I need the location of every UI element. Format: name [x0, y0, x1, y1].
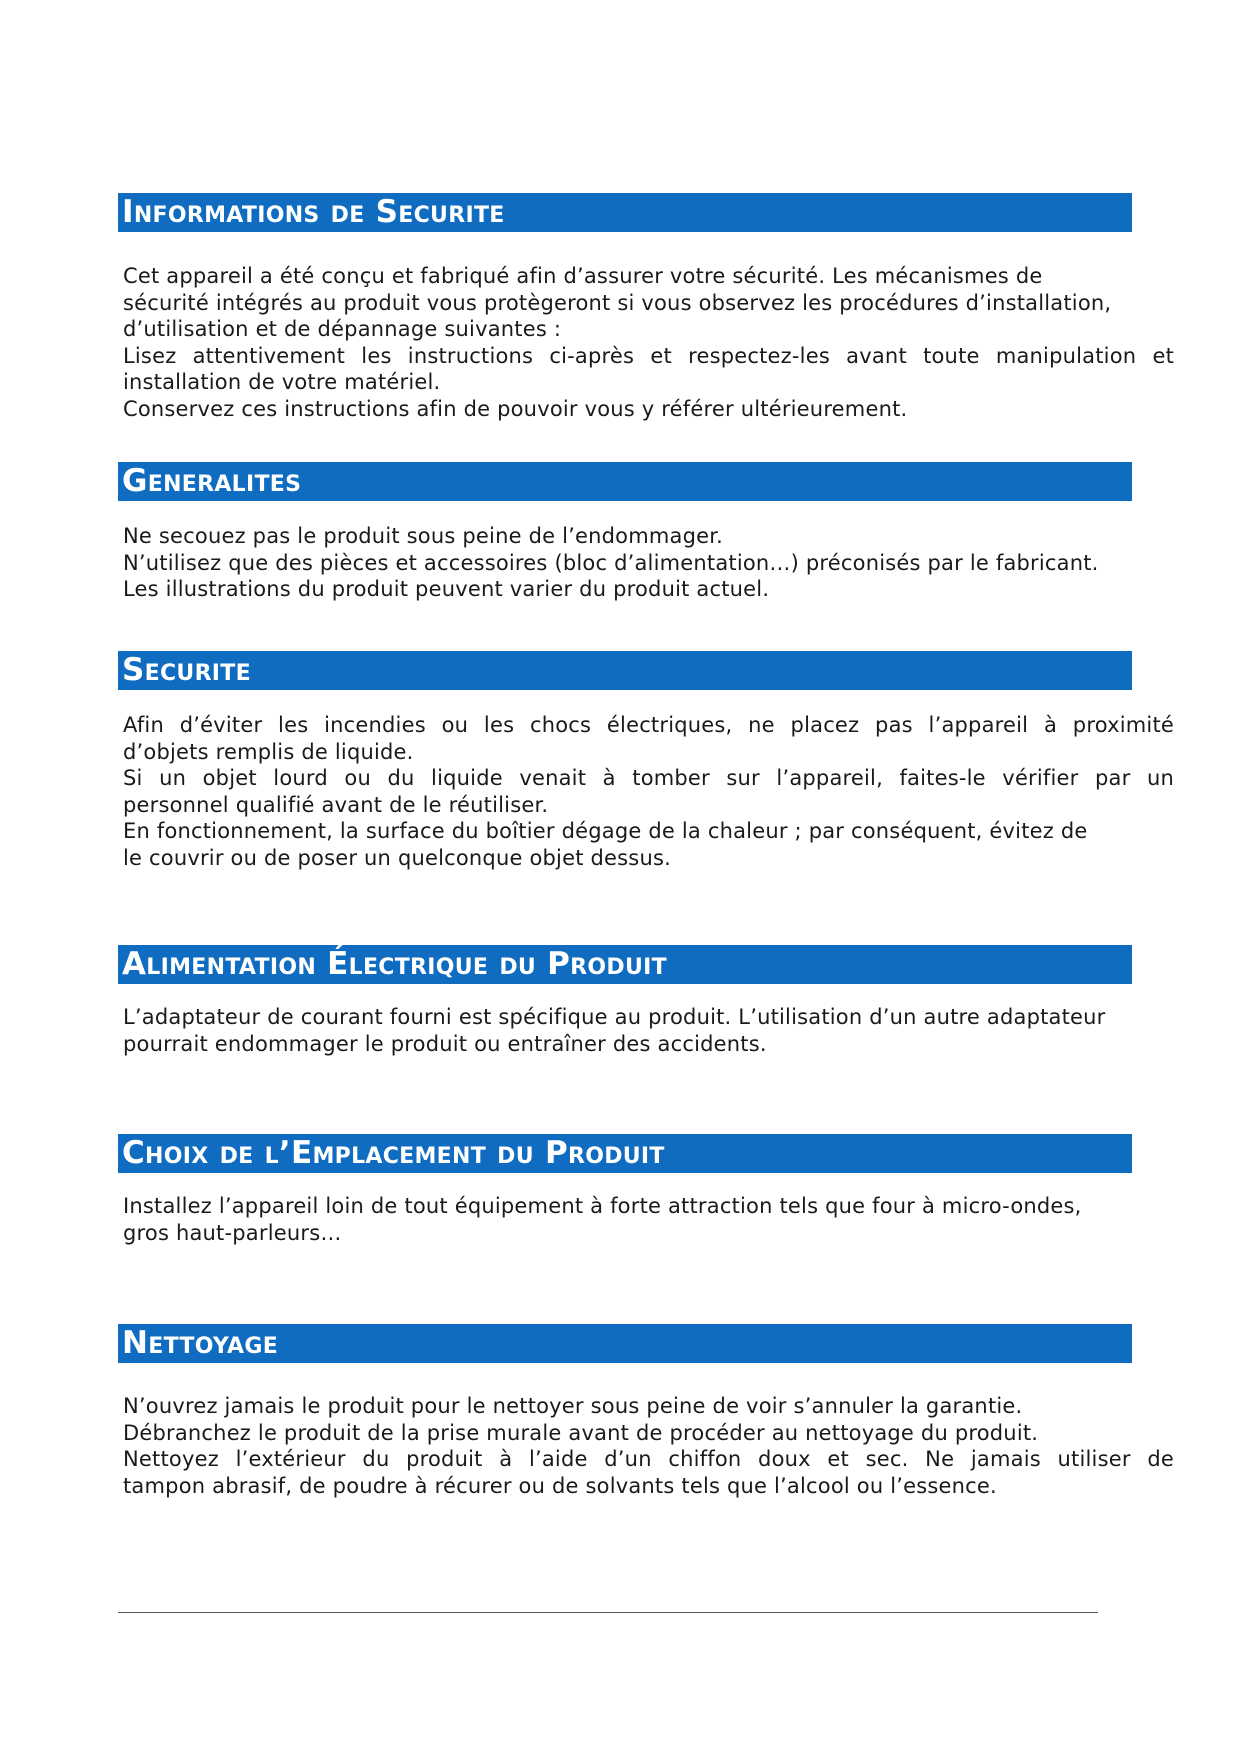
paragraph-line: installation de votre matériel. [123, 370, 441, 394]
paragraph-line: Ne secouez pas le produit sous peine de l’endommager. [123, 524, 724, 548]
paragraph-line: d’objets remplis de liquide. [123, 739, 414, 764]
paragraph-line: Afin d’éviter les incendies ou les chocs électriques, ne placez pas l’appareil à proximité [123, 713, 1174, 737]
paragraph-line: sécurité intégrés au produit vous protègeront si vous observez les procédures d’installation, [123, 290, 1112, 315]
section-header-banner [118, 1134, 1132, 1173]
section-title: Nettoyage [122, 1325, 279, 1361]
section-title: Securite [122, 652, 251, 688]
paragraph-line: Cet appareil a été conçu et fabriqué afin d’assurer votre sécurité. Les mécanismes de [123, 264, 1043, 288]
section-header-banner [118, 945, 1132, 984]
paragraph-line: Installez l’appareil loin de tout équipement à forte attraction tels que four à micro-ondes, [123, 1194, 1082, 1218]
section-body [118, 263, 1174, 422]
section-title: Alimentation Électrique du Produit [122, 946, 667, 982]
paragraph-line: Conservez ces instructions afin de pouvoir vous y référer ultérieurement. [123, 396, 908, 421]
section-body [118, 1004, 1174, 1057]
section-securite [118, 651, 1178, 871]
section-title: Generalites [122, 463, 302, 499]
paragraph-line: Les illustrations du produit peuvent varier du produit actuel. [123, 577, 770, 601]
section-header-banner [118, 651, 1132, 690]
paragraph-line: En fonctionnement, la surface du boîtier dégage de la chaleur ; par conséquent, évitez de [123, 819, 1088, 843]
paragraph-line: d’utilisation et de dépannage suivantes : [123, 317, 562, 341]
section-informations-securite [118, 193, 1178, 422]
paragraph-line: Lisez attentivement les instructions ci-après et respectez-les avant toute manipulation et [123, 343, 1174, 368]
paragraph-line: tampon abrasif, de poudre à récurer ou de solvants tels que l’alcool ou l’essence. [123, 1473, 997, 1498]
section-title: Choix de l’Emplacement du Produit [122, 1135, 665, 1171]
section-header-banner [118, 462, 1132, 501]
paragraph-line: pourrait endommager le produit ou entraîner des accidents. [123, 1031, 767, 1056]
paragraph-line: le couvrir ou de poser un quelconque objet dessus. [123, 845, 671, 870]
section-header-banner [118, 193, 1132, 232]
section-body [118, 712, 1174, 871]
section-nettoyage [118, 1324, 1178, 1499]
paragraph-line: L’adaptateur de courant fourni est spécifique au produit. L’utilisation d’un autre adaptateur [123, 1005, 1106, 1029]
section-choix-emplacement [118, 1134, 1178, 1246]
paragraph-line: Si un objet lourd ou du liquide venait à tomber sur l’appareil, faites-le vérifier par un [123, 766, 1174, 790]
paragraph-line: personnel qualifié avant de le réutiliser. [123, 792, 549, 817]
section-body [118, 1193, 1174, 1246]
section-body [118, 523, 1174, 603]
paragraph-line: gros haut-parleurs… [123, 1220, 342, 1245]
footer-divider [118, 1612, 1098, 1613]
section-alimentation-electrique [118, 945, 1178, 1057]
paragraph-line: N’utilisez que des pièces et accessoires (bloc d’alimentation…) préconisés par le fabricant. [123, 550, 1099, 575]
section-body [118, 1393, 1174, 1499]
paragraph-line: Nettoyez l’extérieur du produit à l’aide d’un chiffon doux et sec. Ne jamais utiliser de [123, 1447, 1174, 1471]
paragraph-line: Débranchez le produit de la prise murale avant de procéder au nettoyage du produit. [123, 1420, 1039, 1445]
section-title: Informations de Securite [122, 194, 505, 230]
section-generalites [118, 462, 1178, 603]
section-header-banner [118, 1324, 1132, 1363]
paragraph-line: N’ouvrez jamais le produit pour le nettoyer sous peine de voir s’annuler la garantie. [123, 1394, 1023, 1418]
